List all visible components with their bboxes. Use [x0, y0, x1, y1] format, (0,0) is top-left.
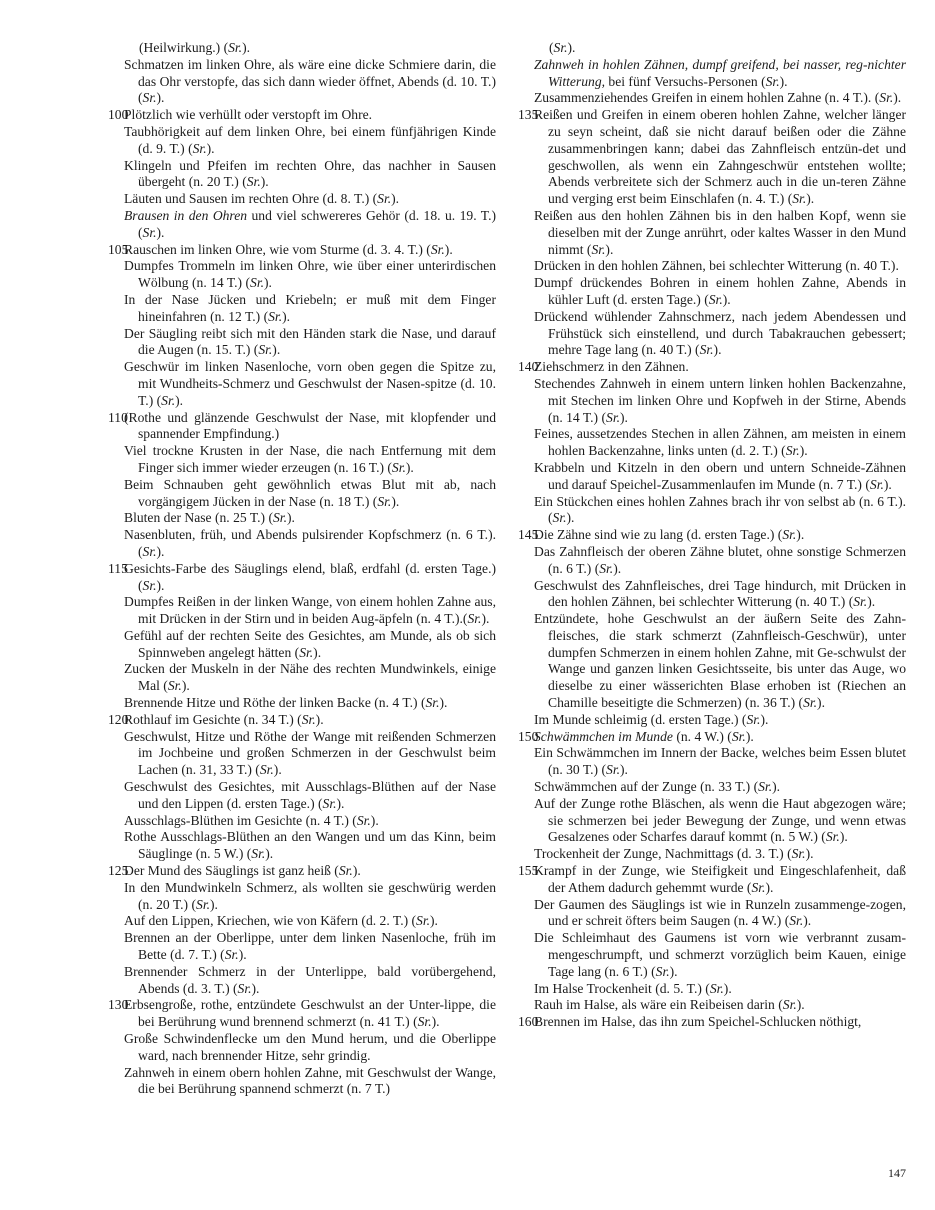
symptom-entry — [108, 359, 496, 409]
entry-text: Rothe Ausschlags-Blüthen an den Wangen und um das Kinn, beim Säuglinge (n. 5 W.) (Sr.). — [124, 829, 496, 862]
symptom-entry — [518, 208, 906, 258]
entry-text: Brennen an der Oberlippe, unter dem linken Nasenloche, früh im Bette (d. 7. T.) (Sr.). — [124, 930, 496, 963]
entry-text: Geschwulst des Zahnfleisches, drei Tage hindurch, mit Drücken in den hohlen Zähnen, bei schlechter Witterung (n. 40 T.) (Sr.). — [534, 577, 906, 610]
entry-text: Rauschen im linken Ohre, wie vom Sturme (d. 3. 4. T.) (Sr.). — [124, 241, 453, 257]
symptom-entry — [108, 527, 496, 561]
symptom-entry — [518, 90, 906, 107]
entry-number: 160 — [518, 1014, 539, 1030]
symptom-entry — [108, 930, 496, 964]
symptom-entry — [108, 880, 496, 914]
symptom-entry — [108, 1031, 496, 1065]
entry-text: Drücken in den hohlen Zähnen, bei schlechter Witterung (n. 40 T.). — [534, 258, 899, 274]
symptom-entry — [108, 661, 496, 695]
symptom-entry — [108, 813, 496, 830]
symptom-entry — [518, 997, 906, 1014]
symptom-entry — [518, 426, 906, 460]
entry-number: 150 — [518, 728, 539, 744]
entry-text: Zahnweh in hohlen Zähnen, dumpf greifend, bei nasser, reg-nichter Witterung, bei fünf Versuchs-Personen (Sr.). — [534, 56, 906, 89]
entry-text: Ziehschmerz in den Zähnen. — [534, 359, 689, 375]
symptom-entry — [108, 594, 496, 628]
symptom-entry — [108, 477, 496, 511]
entry-text: Der Säugling reibt sich mit den Händen stark die Nase, und darauf die Augen (n. 15. T.) (Sr.). — [124, 325, 496, 358]
entry-text: Ausschlags-Blüthen im Gesichte (n. 4 T.) (Sr.). — [124, 812, 379, 828]
entry-text: Auf der Zunge rothe Bläschen, als wenn die Haut abgezogen wäre; sie schmerzen bei jeder Bewegung der Zunge, und wenn etwas Gesalzenes oder Scharfes darauf kommt (n. 5 W.) (Sr.). — [534, 795, 906, 845]
symptom-entry — [518, 494, 906, 528]
entry-text: Ein Stückchen eines hohlen Zahnes brach ihr von selbst ab (n. 6 T.).(Sr.). — [534, 493, 906, 526]
entry-text: Dumpfes Reißen in der linken Wange, von einem hohlen Zahne aus, mit Drücken in der Stirn und in beiden Aug-äpfeln (n. 4 T.).(Sr.). — [124, 594, 496, 627]
entry-text: Reißen und Greifen in einem oberen hohlen Zahne, welcher länger zu seyn scheint, daß sie nicht darauf beißen oder die Zähne zusammenbringen kann; dabei das Zahnfleisch entzün-det und geschwollen, als wenn ein Zahngeschwür entstehen wollte; Abends verbreitete sich der Schmerz auch in die un-teren Zähne und verging erst beim Einschlafen (n. 4. T.) (Sr.). — [534, 107, 906, 207]
entry-text: Schwämmchen auf der Zunge (n. 33 T.) (Sr.). — [534, 779, 781, 795]
entry-text: Im Halse Trockenheit (d. 5. T.) (Sr.). — [534, 980, 732, 996]
entry-number: 100 — [108, 107, 129, 123]
symptom-entry — [518, 796, 906, 846]
entry-text: Dumpfes Trommeln im linken Ohre, wie über einer unterirdischen Wölbung (n. 14 T.) (Sr.). — [124, 258, 496, 291]
entry-number: 145 — [518, 527, 539, 543]
entry-text: Zahnweh in einem obern hohlen Zahne, mit Geschwulst der Wange, die bei Berührung spannend schmerzt (n. 7 T.) — [124, 1064, 496, 1097]
entry-text: Der Gaumen des Säuglings ist wie in Runzeln zusammenge-zogen, und er schreit öfters beim Saugen (n. 4 W.) (Sr.). — [534, 896, 906, 929]
symptom-entry — [518, 460, 906, 494]
symptom-entry — [518, 863, 906, 897]
entry-text: Zucken der Muskeln in der Nähe des rechten Mundwinkels, einige Mal (Sr.). — [124, 661, 496, 694]
symptom-entry — [518, 712, 906, 729]
symptom-entry — [108, 913, 496, 930]
entry-text: Zusammenziehendes Greifen in einem hohlen Zahne (n. 4 T.). (Sr.). — [534, 90, 902, 106]
symptom-entry — [108, 729, 496, 779]
entry-text: Geschwür im linken Nasenloche, vorn oben gegen die Spitze zu, mit Wundheits-Schmerz und Geschwulst der Nasen-spitze (d. 10. T.) (Sr.). — [124, 359, 496, 408]
symptom-entry — [108, 712, 496, 729]
symptom-entry — [108, 326, 496, 360]
symptom-entry — [518, 981, 906, 998]
entry-text: Brennen im Halse, das ihn zum Speichel-Schlucken nöthigt, — [534, 1014, 862, 1030]
entry-text: Bluten der Nase (n. 25 T.) (Sr.). — [124, 510, 295, 526]
symptom-entry — [518, 107, 906, 208]
symptom-entry — [518, 779, 906, 796]
entry-text: Große Schwindenflecke um den Mund herum, und die Oberlippe ward, nach brennender Hitze, sehr grindig. — [124, 1031, 496, 1063]
symptom-entry — [518, 930, 906, 980]
symptom-entry — [518, 846, 906, 863]
symptom-entry — [518, 527, 906, 544]
entry-text: Erbsengroße, rothe, entzündete Geschwulst an der Unter-lippe, die bei Berührung wund brennend schmerzt (n. 41 T.) (Sr.). — [124, 997, 496, 1030]
entry-text: Gefühl auf der rechten Seite des Gesichtes, am Munde, als ob sich Spinnweben angelegt hätten (Sr.). — [124, 627, 496, 660]
entry-text: Klingeln und Pfeifen im rechten Ohre, das nachher in Sausen übergeht (n. 20 T.) (Sr.). — [124, 157, 496, 190]
entry-text: Läuten und Sausen im rechten Ohre (d. 8. T.) (Sr.). — [124, 191, 400, 207]
entry-text: Dumpf drückendes Bohren in einem hohlen Zahne, Abends in kühler Luft (d. ersten Tage.) (Sr.). — [534, 275, 906, 307]
symptom-entry — [518, 57, 906, 91]
entry-text: Gesichts-Farbe des Säuglings elend, blaß, erdfahl (d. ersten Tage.) (Sr.). — [124, 560, 496, 593]
symptom-entry — [518, 897, 906, 931]
entry-text: In den Mundwinkeln Schmerz, als wollten sie geschwürig werden (n. 20 T.) (Sr.). — [124, 879, 496, 912]
left-column — [108, 40, 496, 1098]
symptom-entry — [518, 745, 906, 779]
symptom-entry — [518, 376, 906, 426]
entry-text: Geschwulst des Gesichtes, mit Ausschlags-Blüthen auf der Nase und den Lippen (d. ersten Tage.) (Sr.). — [124, 779, 496, 811]
symptom-entry — [108, 695, 496, 712]
entry-number: 135 — [518, 107, 539, 123]
entry-text: Trockenheit der Zunge, Nachmittags (d. 3. T.) (Sr.). — [534, 846, 814, 862]
entry-text: Schwämmchen im Munde (n. 4 W.) (Sr.). — [534, 728, 754, 744]
symptom-entry — [108, 107, 496, 124]
symptom-entry — [518, 40, 906, 57]
entry-text: Drückend wühlender Zahnschmerz, nach jedem Abendessen und Frühstück sich einstellend, und durch Tabakrauchen gebessert; mehre Tage lang (n. 40 T.) (Sr.). — [534, 308, 906, 358]
symptom-entry — [518, 729, 906, 746]
symptom-entry — [108, 57, 496, 107]
symptom-entry — [108, 443, 496, 477]
entry-text: (Sr.). — [549, 40, 576, 55]
entry-text: Krampf in der Zunge, wie Steifigkeit und Eingeschlafenheit, daß der Athem dadurch gehemmt wurde (Sr.). — [534, 863, 906, 895]
symptom-entry — [518, 578, 906, 612]
right-column — [518, 40, 906, 1031]
symptom-entry — [108, 410, 496, 444]
entry-text: Taubhörigkeit auf dem linken Ohre, bei einem fünfjährigen Kinde (d. 9. T.) (Sr.). — [124, 123, 496, 156]
symptom-entry — [108, 628, 496, 662]
entry-text: Stechendes Zahnweh in einem untern linken hohlen Backenzahne, mit Stechen im linken Ohre und Kopfweh in der Stirne, Abends (n. 14 T.) (Sr.). — [534, 375, 906, 425]
entry-text: Entzündete, hohe Geschwulst an der äußern Seite des Zahn-fleisches, die stark schmerzt (Zahnfleisch-Geschwür), unter dumpfen Schmerzen in einem hohlen Zahne, mit Ge-schwulst der Wange und ganzen linken Gesichtsseite, bis unter das Auge, wo dieselbe zu einer wässerichten Blase erhoben ist (Riechen an Chamille beseitigte die Schmerzen) (n. 36 T.) (Sr.). — [534, 611, 906, 711]
entry-text: Brausen in den Ohren und viel schwereres Gehör (d. 18. u. 19. T.) (Sr.). — [124, 207, 497, 240]
entry-number: 110 — [108, 409, 128, 425]
entry-text: Die Zähne sind wie zu lang (d. ersten Tage.) (Sr.). — [534, 527, 805, 543]
symptom-entry — [518, 611, 906, 712]
symptom-entry — [108, 997, 496, 1031]
entry-text: Geschwulst, Hitze und Röthe der Wange mit reißenden Schmerzen im Jochbeine und großen Schmerzen in der Geschwulst beim Lachen (n. 31, 33 T.) (Sr.). — [124, 728, 496, 778]
entry-text: Im Munde schleimig (d. ersten Tage.) (Sr.). — [534, 711, 769, 727]
symptom-entry — [108, 510, 496, 527]
symptom-entry — [518, 544, 906, 578]
symptom-entry — [518, 258, 906, 275]
symptom-entry — [108, 964, 496, 998]
symptom-entry — [108, 40, 496, 57]
entry-text: Nasenbluten, früh, und Abends pulsirender Kopfschmerz (n. 6 T.).(Sr.). — [124, 527, 496, 559]
symptom-entry — [108, 863, 496, 880]
entry-text: Schmatzen im linken Ohre, als wäre eine dicke Schmiere darin, die das Ohr verstopfe, das sich dann wieder öffnet, Abends (d. 10. T.) (Sr.). — [124, 56, 496, 106]
entry-text: Beim Schnauben geht gewöhnlich etwas Blut mit ab, nach vorgängigem Jücken in der Nase (n. 18 T.) (Sr.). — [124, 476, 496, 509]
entry-text: Feines, aussetzendes Stechen in allen Zähnen, am meisten in einem hohlen Backenzahne, links unten (d. 2. T.) (Sr.). — [534, 426, 906, 459]
entry-text: (Rothe und glänzende Geschwulst der Nase, mit klopfender und spannender Empfindung.) — [124, 409, 496, 442]
symptom-entry — [108, 1065, 496, 1099]
symptom-entry — [108, 242, 496, 259]
symptom-entry — [108, 191, 496, 208]
symptom-entry — [108, 779, 496, 813]
symptom-entry — [518, 275, 906, 309]
entry-text: Plötzlich wie verhüllt oder verstopft im Ohre. — [124, 107, 373, 123]
entry-text: Ein Schwämmchen im Innern der Backe, welches beim Essen blutet (n. 30 T.) (Sr.). — [534, 745, 906, 778]
entry-text: Das Zahnfleisch der oberen Zähne blutet, ohne sonstige Schmerzen (n. 6 T.) (Sr.). — [534, 543, 906, 576]
entry-text: Auf den Lippen, Kriechen, wie von Käfern (d. 2. T.) (Sr.). — [124, 913, 438, 929]
symptom-entry — [108, 158, 496, 192]
symptom-entry — [518, 359, 906, 376]
entry-text: Rothlauf im Gesichte (n. 34 T.) (Sr.). — [124, 711, 324, 727]
entry-number: 105 — [108, 241, 129, 257]
entry-text: Brennender Schmerz in der Unterlippe, bald vorübergehend, Abends (d. 3. T.) (Sr.). — [124, 963, 496, 996]
entry-number: 130 — [108, 997, 129, 1013]
entry-text: Viel trockne Krusten in der Nase, die nach Entfernung mit dem Finger sich immer wieder erzeugen (n. 16 T.) (Sr.). — [124, 443, 496, 475]
entry-text: Brennende Hitze und Röthe der linken Backe (n. 4 T.) (Sr.). — [124, 695, 448, 711]
entry-text: (Heilwirkung.) (Sr.). — [139, 40, 251, 55]
symptom-entry — [108, 561, 496, 595]
entry-number: 140 — [518, 359, 539, 375]
page-number: 147 — [888, 1166, 906, 1180]
entry-number: 115 — [108, 560, 128, 576]
symptom-entry — [108, 124, 496, 158]
symptom-entry — [108, 258, 496, 292]
entry-text: In der Nase Jücken und Kriebeln; er muß mit dem Finger hineinfahren (n. 12 T.) (Sr.). — [124, 291, 496, 324]
symptom-entry — [108, 829, 496, 863]
entry-number: 125 — [108, 863, 129, 879]
entry-text: Der Mund des Säuglings ist ganz heiß (Sr.). — [124, 863, 361, 879]
symptom-entry — [518, 1014, 906, 1031]
entry-text: Reißen aus den hohlen Zähnen bis in den halben Kopf, wenn sie dieselben mit der Zunge anrührt, oder kaltes Wasser in den Mund nimmt (Sr.). — [534, 207, 906, 257]
entry-text: Rauh im Halse, als wäre ein Reibeisen darin (Sr.). — [534, 997, 805, 1013]
symptom-entry — [108, 208, 496, 242]
entry-number: 155 — [518, 863, 539, 879]
entry-text: Krabbeln und Kitzeln in den obern und untern Schneide-Zähnen und darauf Speichel-Zusammenlaufen im Munde (n. 7 T.) (Sr.). — [534, 459, 906, 492]
entry-text: Die Schleimhaut des Gaumens ist vorn wie verbrannt zusam-mengeschrumpft, und schmerzt vorzüglich beim Kauen, einige Tage lang (n. 6 T.) (Sr.). — [534, 930, 906, 979]
symptom-entry — [518, 309, 906, 359]
entry-number: 120 — [108, 711, 129, 727]
symptom-entry — [108, 292, 496, 326]
